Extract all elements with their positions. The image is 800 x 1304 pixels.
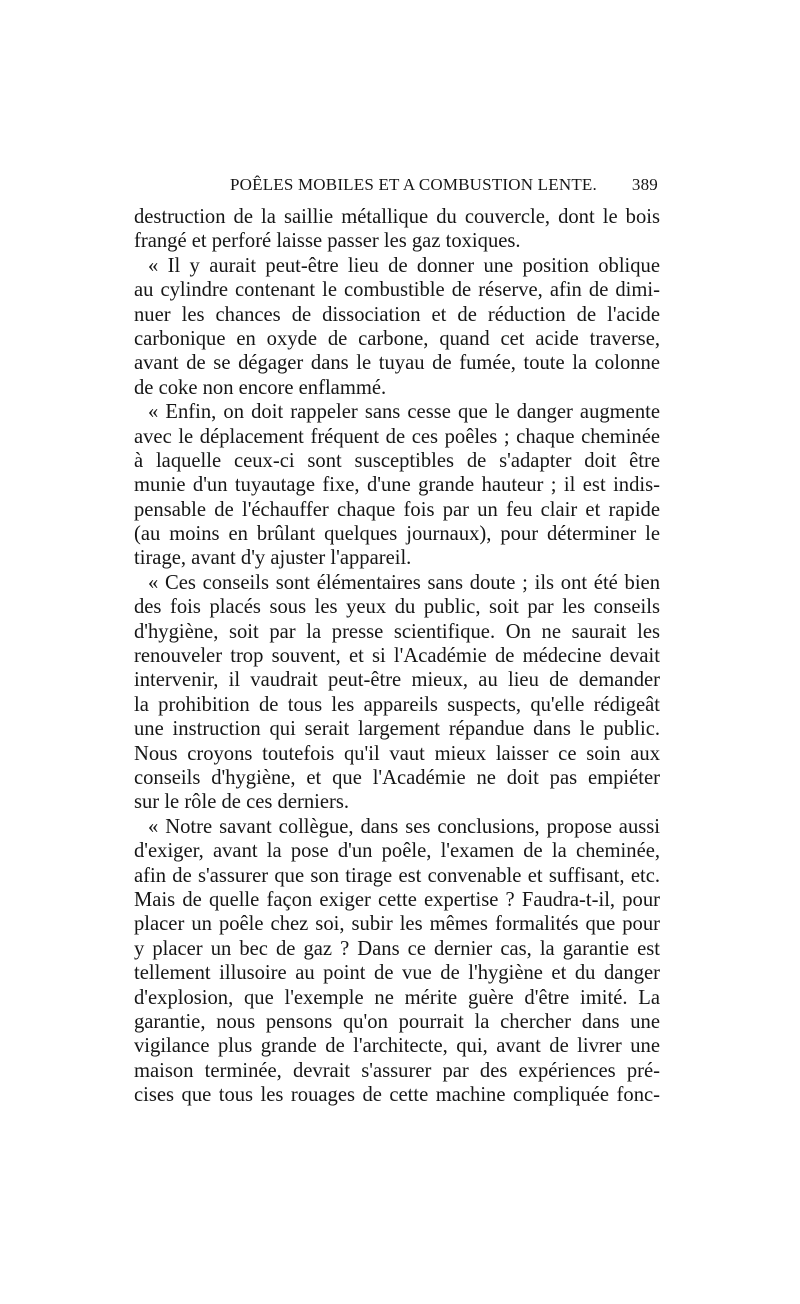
text-line: la prohibition de tous les appareils suspects, qu'elle rédigeât [134, 693, 660, 716]
text-line: « Enfin, on doit rappeler sans cesse que le danger augmente [148, 401, 660, 424]
text-line: des fois placés sous les yeux du public, soit par les conseils [134, 596, 660, 619]
text-line: tirage, avant d'y ajuster l'appareil. [134, 547, 412, 570]
text-line: frangé et perforé laisse passer les gaz toxiques. [134, 230, 521, 253]
text-line: y placer un bec de gaz ? Dans ce dernier cas, la garantie est [134, 937, 660, 960]
running-header [230, 175, 660, 199]
page-number: 389 [631, 175, 658, 194]
text-line: cises que tous les rouages de cette machine compliquée fonc- [134, 1084, 660, 1107]
text-line: de coke non encore enflammé. [134, 376, 387, 399]
text-line: une instruction qui serait largement répandue dans le public. [134, 718, 660, 741]
text-line: (au moins en brûlant quelques journaux), pour déterminer le [134, 523, 660, 546]
text-line: d'explosion, que l'exemple ne mérite guère d'être imité. La [134, 986, 660, 1009]
text-line: sur le rôle de ces derniers. [134, 791, 349, 814]
text-line: intervenir, il vaudrait peut-être mieux, au lieu de demander [134, 669, 660, 692]
text-line: avant de se dégager dans le tuyau de fumée, toute la colonne [134, 352, 660, 375]
text-line: conseils d'hygiène, et que l'Académie ne doit pas empiéter [134, 766, 660, 789]
text-line: à laquelle ceux-ci sont susceptibles de s'adapter doit être [134, 449, 660, 472]
text-line: Nous croyons toutefois qu'il vaut mieux laisser ce soin aux [134, 742, 660, 765]
text-line: pensable de l'échauffer chaque fois par un feu clair et rapide [134, 498, 660, 521]
text-line: Mais de quelle façon exiger cette expertise ? Faudra-t-il, pour [134, 888, 660, 911]
text-line: nuer les chances de dissociation et de réduction de l'acide [134, 303, 660, 326]
text-line: avec le déplacement fréquent de ces poêles ; chaque cheminée [134, 425, 660, 448]
text-line: afin de s'assurer que son tirage est convenable et suffisant, etc. [134, 864, 660, 887]
text-line: vigilance plus grande de l'architecte, qui, avant de livrer une [134, 1035, 660, 1058]
text-line: tellement illusoire au point de vue de l'hygiène et du danger [134, 962, 660, 985]
text-line: munie d'un tuyautage fixe, d'une grande hauteur ; il est indis- [134, 474, 660, 497]
running-title: POÊLES MOBILES ET A COMBUSTION LENTE. [230, 175, 597, 194]
text-line: « Notre savant collègue, dans ses conclusions, propose aussi [148, 815, 660, 838]
text-line: « Il y aurait peut-être lieu de donner une position oblique [148, 254, 660, 277]
text-line: maison terminée, devrait s'assurer par des expériences pré- [134, 1059, 660, 1082]
body-text [134, 205, 660, 1107]
text-line: d'hygiène, soit par la presse scientifique. On ne saurait les [134, 620, 660, 643]
text-line: garantie, nous pensons qu'on pourrait la chercher dans une [134, 1010, 660, 1033]
text-line: au cylindre contenant le combustible de réserve, afin de dimi- [134, 279, 660, 302]
text-line: carbonique en oxyde de carbone, quand cet acide traverse, [134, 327, 660, 350]
text-line: destruction de la saillie métallique du couvercle, dont le bois [134, 206, 660, 228]
text-line: d'exiger, avant la pose d'un poêle, l'examen de la cheminée, [134, 840, 660, 863]
text-line: renouveler trop souvent, et si l'Académie de médecine devait [134, 645, 660, 668]
text-line: placer un poêle chez soi, subir les mêmes formalités que pour [134, 913, 660, 936]
text-line: « Ces conseils sont élémentaires sans doute ; ils ont été bien [148, 571, 660, 594]
